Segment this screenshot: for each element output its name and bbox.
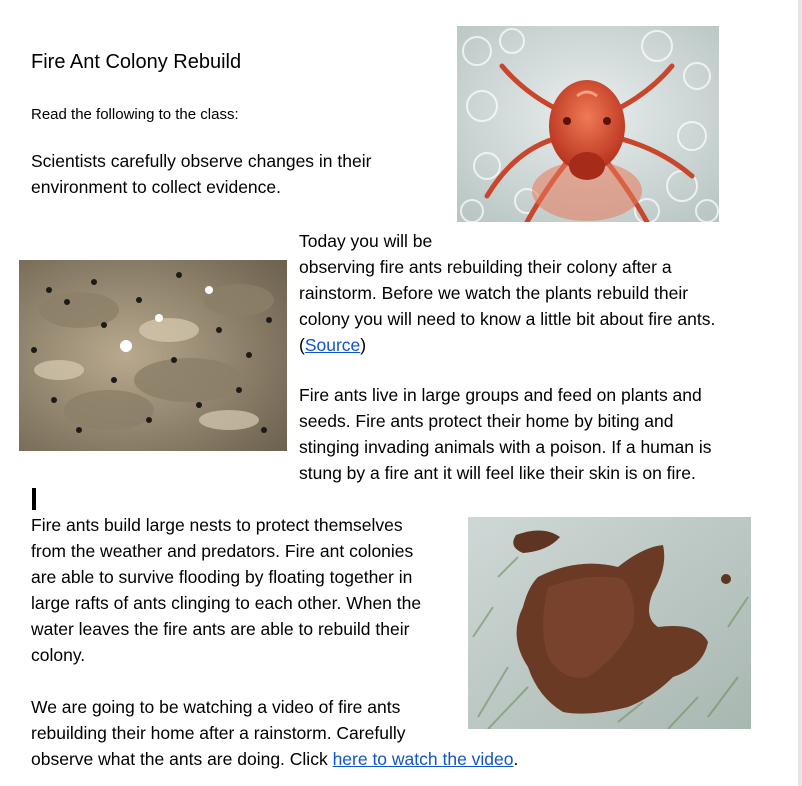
video-paragraph [31, 694, 518, 772]
paragraph-line: large rafts of ants clinging to each other. When the [31, 593, 422, 613]
intro-line: environment to collect evidence. [31, 177, 281, 197]
intro-paragraph [31, 148, 371, 200]
video-link[interactable]: here to watch the video [332, 749, 514, 769]
paragraph-line: seeds. Fire ants protect their home by biting and [299, 411, 674, 431]
video-line-suffix: . [513, 749, 519, 769]
teacher-instruction: Read the following to the class: [31, 106, 239, 123]
paragraph-line [31, 746, 518, 772]
paragraph-line: stung by a fire ant it will feel like their skin is on fire. [299, 463, 696, 483]
fire-ant-facts-paragraph [299, 382, 711, 486]
paragraph-line: are able to survive flooding by floating together in [31, 567, 413, 587]
source-paren-close: ) [360, 335, 367, 355]
paragraph-line: Fire ants build large nests to protect themselves [31, 515, 403, 535]
fire-ant-closeup-photo [457, 26, 719, 222]
colony-intro-paragraph [299, 228, 715, 358]
paragraph-line: from the weather and predators. Fire ant colonies [31, 541, 414, 561]
paragraph-line: rainstorm. Before we watch the plants rebuild their [299, 283, 689, 303]
source-paren-open: ( [299, 335, 305, 355]
paragraph-line: colony you will need to know a little bit about fire ants. [299, 309, 716, 329]
paragraph-line: observing fire ants rebuilding their colony after a [299, 257, 672, 277]
paragraph-line: We are going to be watching a video of fire ants [31, 697, 401, 717]
intro-line: Scientists carefully observe changes in their [31, 151, 372, 171]
scrollbar-track[interactable] [798, 0, 802, 786]
paragraph-line [299, 332, 715, 358]
paragraph-line: Today you will be [299, 231, 433, 251]
nest-paragraph [31, 512, 421, 668]
paragraph-line: rebuilding their home after a rainstorm. Carefully [31, 723, 406, 743]
text-cursor [32, 488, 36, 510]
source-link[interactable]: Source [304, 335, 361, 355]
paragraph-line: colony. [31, 645, 86, 665]
page-title: Fire Ant Colony Rebuild [31, 51, 242, 73]
paragraph-line: Fire ants live in large groups and feed on plants and [299, 385, 702, 405]
paragraph-line: stinging invading animals with a poison. If a human is [299, 437, 712, 457]
video-line-prefix: observe what the ants are doing. Click [31, 749, 333, 769]
ants-on-soil-photo [19, 260, 287, 451]
paragraph-line: water leaves the fire ants are able to rebuild their [31, 619, 410, 639]
